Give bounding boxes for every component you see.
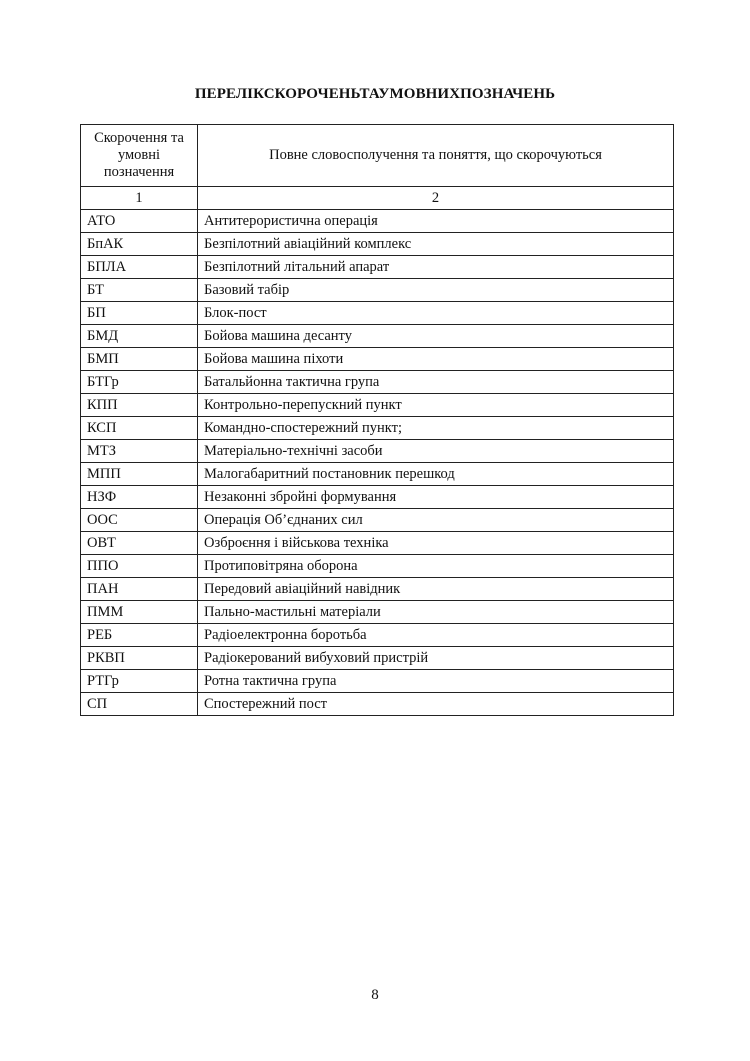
table-row xyxy=(81,693,674,716)
full-cell: Передовий авіаційний навідник xyxy=(198,578,674,601)
full-cell: Протиповітряна оборона xyxy=(198,555,674,578)
full-cell: Малогабаритний постановник перешкод xyxy=(198,463,674,486)
table-row xyxy=(81,509,674,532)
abbr-cell: БТ xyxy=(81,279,198,302)
page-title: ПЕРЕЛІКСКОРОЧЕНЬТАУМОВНИХПОЗНАЧЕНЬ xyxy=(194,86,556,102)
abbr-cell: БМП xyxy=(81,348,198,371)
abbr-cell: ОВТ xyxy=(81,532,198,555)
full-cell: Операція Об’єднаних сил xyxy=(198,509,674,532)
full-cell: Ротна тактична група xyxy=(198,670,674,693)
full-cell: Бойова машина піхоти xyxy=(198,348,674,371)
header-abbreviations: Скорочення та умовні позначення xyxy=(81,125,198,187)
full-cell: Командно-спостережний пункт; xyxy=(198,417,674,440)
abbr-cell: ППО xyxy=(81,555,198,578)
column-number-2: 2 xyxy=(198,187,674,210)
abbr-cell: АТО xyxy=(81,210,198,233)
full-cell: Матеріально-технічні засоби xyxy=(198,440,674,463)
abbr-cell: МТЗ xyxy=(81,440,198,463)
table-header-row xyxy=(81,125,674,187)
table-row xyxy=(81,394,674,417)
full-cell: Пально-мастильні матеріали xyxy=(198,601,674,624)
full-cell: Радіоелектронна боротьба xyxy=(198,624,674,647)
full-cell: Антитерористична операція xyxy=(198,210,674,233)
column-number-1: 1 xyxy=(81,187,198,210)
abbr-cell: ПММ xyxy=(81,601,198,624)
full-cell: Безпілотний літальний апарат xyxy=(198,256,674,279)
page-number: 8 xyxy=(371,987,379,1003)
table-row xyxy=(81,624,674,647)
abbr-cell: КСП xyxy=(81,417,198,440)
abbr-cell: МПП xyxy=(81,463,198,486)
table-row xyxy=(81,532,674,555)
table-row xyxy=(81,670,674,693)
abbr-cell: БТГр xyxy=(81,371,198,394)
abbr-cell: БП xyxy=(81,302,198,325)
abbr-cell: БпАК xyxy=(81,233,198,256)
abbr-cell: ООС xyxy=(81,509,198,532)
abbr-cell: РТГр xyxy=(81,670,198,693)
table-row xyxy=(81,486,674,509)
full-cell: Базовий табір xyxy=(198,279,674,302)
abbr-cell: БПЛА xyxy=(81,256,198,279)
full-cell: Блок-пост xyxy=(198,302,674,325)
abbr-cell: КПП xyxy=(81,394,198,417)
full-cell: Спостережний пост xyxy=(198,693,674,716)
table-row xyxy=(81,417,674,440)
table-row xyxy=(81,348,674,371)
full-cell: Батальйонна тактична група xyxy=(198,371,674,394)
full-cell: Безпілотний авіаційний комплекс xyxy=(198,233,674,256)
abbr-cell: РЕБ xyxy=(81,624,198,647)
table-row xyxy=(81,440,674,463)
full-cell: Озброєння і військова техніка xyxy=(198,532,674,555)
table-row xyxy=(81,371,674,394)
abbr-cell: СП xyxy=(81,693,198,716)
full-cell: Бойова машина десанту xyxy=(198,325,674,348)
table-row xyxy=(81,233,674,256)
abbr-cell: НЗФ xyxy=(81,486,198,509)
table-row xyxy=(81,302,674,325)
table-row xyxy=(81,325,674,348)
table-row xyxy=(81,601,674,624)
abbr-cell: ПАН xyxy=(81,578,198,601)
full-cell: Радіокерований вибуховий пристрій xyxy=(198,647,674,670)
abbr-cell: РКВП xyxy=(81,647,198,670)
table-row xyxy=(81,256,674,279)
table-row xyxy=(81,463,674,486)
abbreviations-table xyxy=(80,124,674,716)
full-cell: Незаконні збройні формування xyxy=(198,486,674,509)
table-body xyxy=(81,210,674,716)
abbr-cell: БМД xyxy=(81,325,198,348)
table-row xyxy=(81,578,674,601)
full-cell: Контрольно-перепускний пункт xyxy=(198,394,674,417)
table-row xyxy=(81,210,674,233)
header-full-phrase: Повне словосполучення та поняття, що скорочуються xyxy=(198,125,674,187)
table-row xyxy=(81,279,674,302)
column-number-row xyxy=(81,187,674,210)
table-row xyxy=(81,647,674,670)
table-row xyxy=(81,555,674,578)
